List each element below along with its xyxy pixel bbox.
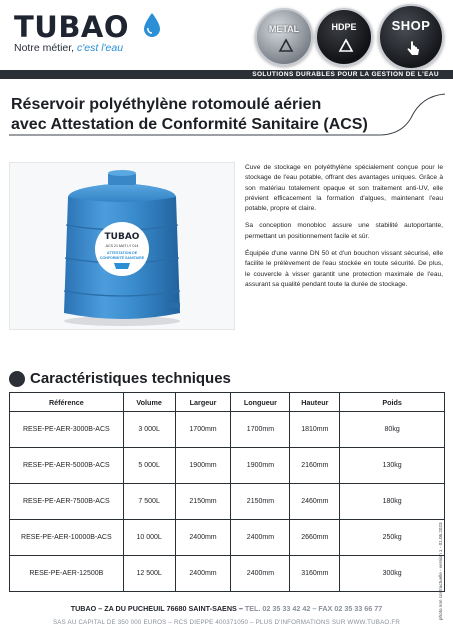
tank-label-brand: TUBAO <box>104 232 140 242</box>
cell-reference: RESE-PE-AER-10000B-ACS <box>10 520 124 556</box>
shop-button-label: SHOP <box>391 18 431 33</box>
cell-volume: 3 000L <box>123 412 175 448</box>
cell-volume: 7 500L <box>123 484 175 520</box>
tagline-accent: c'est l'eau <box>77 42 124 54</box>
slogan-text: SOLUTIONS DURABLES POUR LA GESTION DE L'EAU <box>252 71 439 78</box>
cell-reference: RESE-PE-AER-12500B <box>10 556 124 592</box>
tank-label-line3: CONFORMITÉ SANITAIRE <box>99 256 145 260</box>
product-photo <box>9 162 235 330</box>
table-row <box>10 412 445 448</box>
slogan-band <box>0 70 453 79</box>
table-row <box>10 484 445 520</box>
product-description <box>245 163 443 297</box>
description-paragraph-3: Équipée d'une vanne DN 50 et d'un bouchon vissant sécurisé, elle facilite le prélèvement de l'eau stockée en toute sécurité. De plus, le couvercle à visser garantit une protection maximale de l'eau, assurant sa qualité pendant toute la durée de stockage. <box>245 250 443 288</box>
cell-height: 1810mm <box>290 412 340 448</box>
cell-width: 2400mm <box>175 556 231 592</box>
cell-height: 2160mm <box>290 448 340 484</box>
shop-button[interactable] <box>378 4 444 70</box>
recycle-icon <box>276 38 296 56</box>
cell-length: 2400mm <box>231 520 290 556</box>
column-header-weight: Poids <box>340 393 445 412</box>
hdpe-badge[interactable] <box>315 8 373 66</box>
tank-label-line2: ATTESTATION DE <box>106 251 138 255</box>
cell-width: 2150mm <box>175 484 231 520</box>
column-header-width: Largeur <box>175 393 231 412</box>
specs-table <box>9 392 445 592</box>
footer-address-main: TUBAO – ZA DU PUCHEUIL 76680 SAINT-SAENS – <box>70 604 245 613</box>
table-row <box>10 520 445 556</box>
specs-title: Caractéristiques techniques <box>30 370 231 387</box>
recycle-icon <box>336 38 356 56</box>
cell-weight: 250kg <box>340 520 445 556</box>
column-header-reference: Référence <box>10 393 124 412</box>
product-title-line2: avec Attestation de Conformité Sanitaire (ACS) <box>11 116 368 133</box>
water-drop-icon <box>142 12 162 38</box>
cell-height: 2460mm <box>290 484 340 520</box>
column-header-height: Hauteur <box>290 393 340 412</box>
specs-header-row <box>10 393 445 412</box>
cell-length: 2400mm <box>231 556 290 592</box>
table-row <box>10 448 445 484</box>
cell-length: 1700mm <box>231 412 290 448</box>
description-paragraph-1: Cuve de stockage en polyéthylène spécialement conçue pour le stockage de l'eau potable, offrant des avantages uniques. Grâce à son matériau totalement opaque et son traitement anti-UV, elle prévient efficacement la formation d'algues, maintenant l'eau potable, propre et claire. <box>245 164 443 213</box>
cell-length: 1900mm <box>231 448 290 484</box>
cell-weight: 80kg <box>340 412 445 448</box>
footer-address <box>0 604 453 613</box>
metal-badge-label: METAL <box>268 24 300 34</box>
product-title-line1: Réservoir polyéthylène rotomoulé aérien <box>11 96 322 113</box>
cell-length: 2150mm <box>231 484 290 520</box>
tagline-main: Notre métier, <box>14 42 78 54</box>
cell-reference: RESE-PE-AER-5000B-ACS <box>10 448 124 484</box>
cell-weight: 130kg <box>340 448 445 484</box>
cell-width: 1700mm <box>175 412 231 448</box>
cell-volume: 10 000L <box>123 520 175 556</box>
side-disclaimer: photo non contractuelle - version 1 - 01.06.2023 <box>438 522 443 620</box>
column-header-volume: Volume <box>123 393 175 412</box>
footer-contact: TEL. 02 35 33 42 42 – FAX 02 35 33 66 77 <box>244 604 383 613</box>
pointer-hand-icon <box>404 40 422 58</box>
cell-weight: 180kg <box>340 484 445 520</box>
product-title <box>11 95 368 135</box>
water-tank-image <box>10 163 234 329</box>
column-header-length: Longueur <box>231 393 290 412</box>
specs-icon <box>9 371 25 387</box>
cell-width: 1900mm <box>175 448 231 484</box>
cell-width: 2400mm <box>175 520 231 556</box>
metal-badge[interactable] <box>255 8 313 66</box>
cell-volume: 5 000L <box>123 448 175 484</box>
table-row <box>10 556 445 592</box>
hdpe-badge-label: HDPE <box>331 22 357 32</box>
cell-reference: RESE-PE-AER-7500B-ACS <box>10 484 124 520</box>
cell-height: 3160mm <box>290 556 340 592</box>
brand-tagline <box>14 42 123 54</box>
cell-weight: 300kg <box>340 556 445 592</box>
cell-reference: RESE-PE-AER-3000B-ACS <box>10 412 124 448</box>
cell-height: 2660mm <box>290 520 340 556</box>
tank-label-line1: ACS 21 MAT LY 014 <box>105 244 139 248</box>
footer-legal: SAS AU CAPITAL DE 350 000 EUROS – RCS DIEPPE 400371050 – PLUS D'INFORMATIONS SUR WWW.TUBAO.FR <box>52 619 400 626</box>
brand-logo[interactable] <box>14 10 164 58</box>
brand-name: TUBAO <box>14 10 130 44</box>
description-paragraph-2: Sa conception monobloc assure une stabilité autoportante, permettant un positionnement facile et sûr. <box>245 222 443 240</box>
cell-volume: 12 500L <box>123 556 175 592</box>
